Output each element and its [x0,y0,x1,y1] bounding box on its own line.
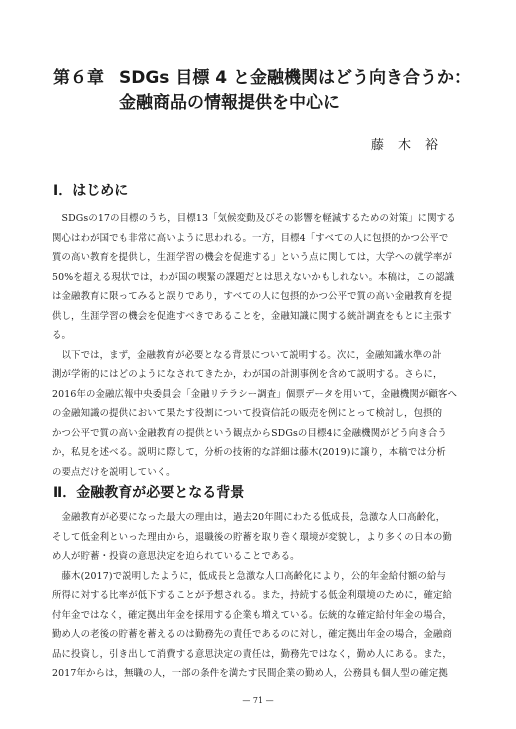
paragraph-line: 以下では，まず，金融教育が必要となる背景について説明する。次に，金融知識水準の計 [52,349,442,361]
paragraph-line: 関心はわが国でも非常に高いように思われる。一方，目標4「すべての人に包摂的かつ公平で [52,232,449,244]
section-heading-2: Ⅱ．金融教育が必要となる背景 [53,485,245,501]
author-name: 藤木裕 [370,138,452,153]
paragraph-line: 品に投資し，引き出して消費する意思決定の責任は，勤務先ではなく，勤め人にある。また， [52,648,452,660]
paragraph-line: 測が学術的にはどのようになされてきたか，わが国の計測事例を含めて説明する。さらに， [52,369,443,380]
paragraph-line: 所得に対する比率が低下することが予想される。また，持続する低金利環境のために，確定給 [52,590,453,601]
paragraph-line: の要点だけを説明していく。 [52,466,176,478]
paragraph-line: そして低金利といった理由から，退職後の貯蓄を取り巻く環境が変貌し，より多くの日本の勤 [52,531,453,543]
paragraph-line: る。 [52,330,72,341]
paragraph-line: め人が貯蓄・投資の意思決定を迫られていることである。 [52,551,300,562]
chapter-title-line-2: 金融商品の情報提供を中心に [119,93,340,113]
paragraph-line: の金融知識の提供において果たす役割について投資信託の販売を例にとって検討し，包摂的 [52,408,443,419]
paragraph-line: 質の高い教育を提供し，生涯学習の機会を促進する」という点に関しては，大学への就学率が [52,252,453,263]
paragraph-line: 50%を超える現状では，わが国の喫緊の課題だとは思えないかもしれない。本稿は，この認識 [52,271,455,283]
paragraph-line: 2017年からは，無職の人，一部の条件を満たす民間企業の勤め人，公務員も個人型の確定拠 [52,668,448,679]
chapter-title-line-1 [53,66,473,91]
paragraph-line: SDGsの17の目標のうち，目標13「気候変動及びその影響を軽減するための対策」に関する [52,213,456,224]
section-2-body [52,508,464,684]
paragraph-line: は金融教育に限ってみると誤りであり，すべての人に包摂的かつ公平で質の高い金融教育を提 [52,291,452,302]
paragraph-line: 勤め人の老後の貯蓄を蓄えるのは勤務先の責任であるのに対し，確定拠出年金の場合，金融商 [52,629,453,640]
section-heading-1: Ⅰ．はじめに [53,183,129,199]
paragraph-line: 金融教育が必要になった最大の理由は，過去20年間にわたる低成長，急激な人口高齢化， [52,512,446,523]
paragraph-line: 2016年の金融広報中央委員会「金融リテラシー調査」個票データを用いて，金融機関が顧客へ [52,388,458,400]
page-number: — 71 — [242,696,274,705]
paragraph-line: 藤木(2017)で説明したように，低成長と急激な人口高齢化により，公的年金給付額の給与 [52,570,447,582]
chapter-number: 第６章 [53,68,104,88]
paragraph-line: 付年金ではなく，確定拠出年金を採用する企業も増えている。伝統的な確定給付年金の場合， [52,609,452,621]
paragraph-line: 供し，生涯学習の機会を促進すべきであることを，金融知識に関する統計調査をもとに主張す [52,310,452,322]
chapter-title-text-1: SDGs 目標 4 と金融機関はどう向き合うか： [119,68,472,88]
paragraph-line: か，私見を述べる。説明に際して，分析の技術的な詳細は藤木(2019)に譲り，本稿では分析 [52,447,446,458]
paragraph-line: かつ公平で質の高い金融教育の提供という観点からSDGsの目標4に金融機関がどう向き合う [52,427,447,439]
chapter-title [53,66,473,116]
section-1-body [52,209,464,482]
